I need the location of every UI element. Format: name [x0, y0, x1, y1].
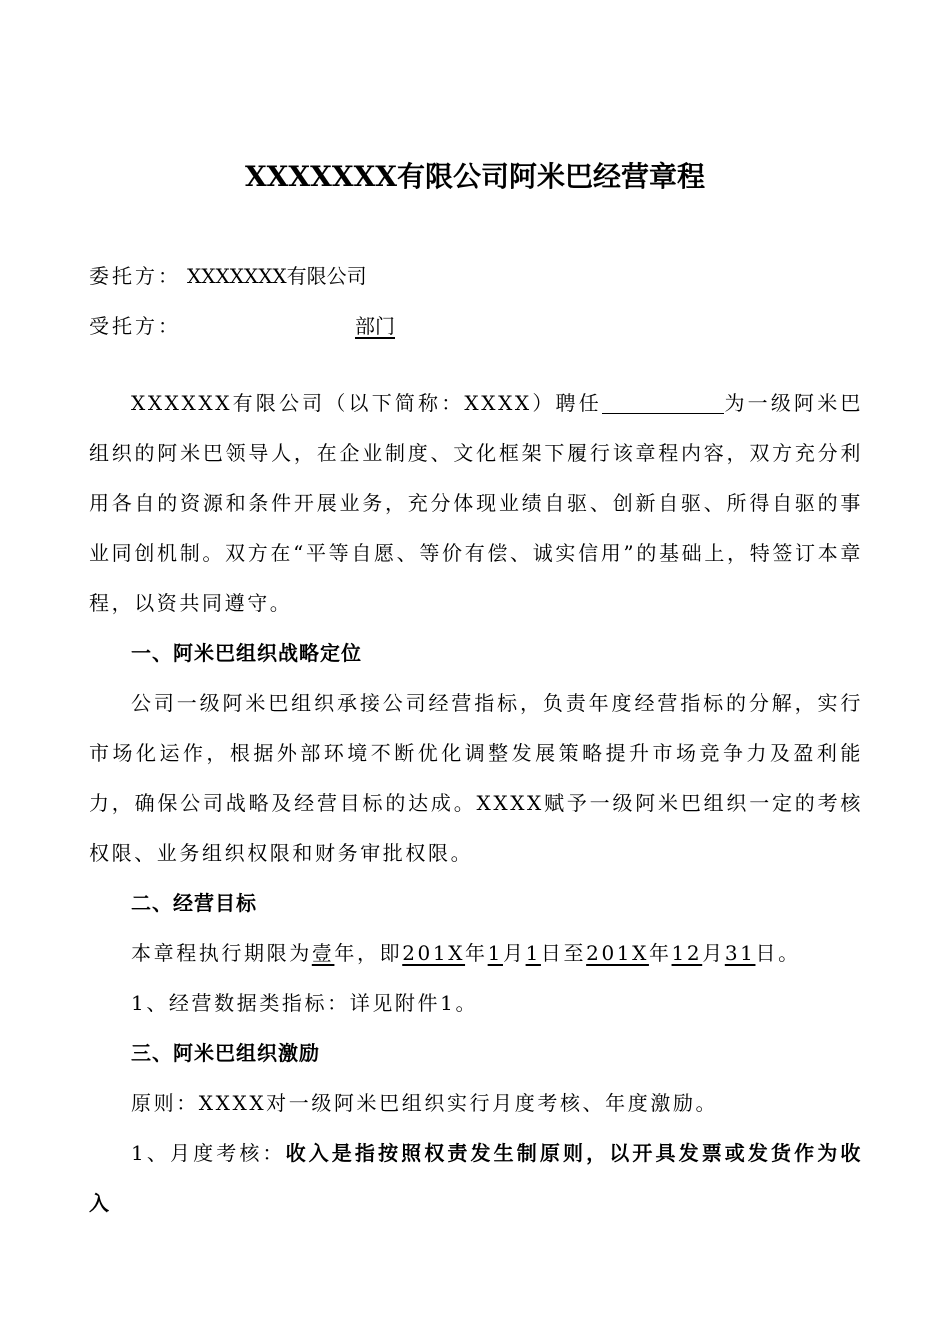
intro-paragraph — [89, 378, 863, 628]
section2-heading: 二、经营目标 — [131, 891, 257, 915]
agent-label: 受托方： — [89, 314, 181, 338]
term-text: 月 — [702, 941, 725, 965]
item1-label: 1、月度考核： — [131, 1141, 286, 1165]
term-text: 年，即 — [334, 941, 403, 965]
end-year: 201X — [586, 941, 649, 965]
section3-item1 — [89, 1128, 863, 1228]
section2-item1: 1、经营数据类指标：详见附件1。 — [131, 991, 479, 1015]
agent-line — [89, 311, 395, 341]
section1-heading: 一、阿米巴组织战略定位 — [131, 641, 362, 665]
start-day: 1 — [525, 941, 541, 965]
start-month: 1 — [487, 941, 503, 965]
end-day: 31 — [724, 941, 756, 965]
intro-part2: 为一级阿米巴组织的阿米巴领导人，在企业制度、文化框架下履行该章程内容，双方充分利用各自的资源和条件开展业务，充分体现业绩自驱、创新自驱、所得自驱的事业同创机制。双方在“平等自愿、等价有偿、诚实信用”的基础上，特签订本章程，以资共同遵守。 — [89, 391, 863, 615]
term-text: 日至 — [540, 941, 587, 965]
section3-principle: 原则：XXXX对一级阿米巴组织实行月度考核、年度激励。 — [131, 1091, 719, 1115]
agent-blank — [187, 315, 355, 337]
agent-value — [187, 314, 395, 338]
term-years: 壹 — [311, 941, 335, 965]
term-text: 日。 — [755, 941, 801, 965]
document-body — [89, 378, 863, 1228]
term-text: 年 — [465, 941, 488, 965]
item1-bold-text: 收入是指按照权责发生制原则，以开具发票或发货作为收入 — [89, 1141, 863, 1215]
principal-line — [89, 261, 367, 291]
agent-dept: 部门 — [355, 314, 395, 338]
intro-part1: XXXXXX有限公司（以下简称：XXXX）聘任 — [131, 391, 602, 415]
term-text: 本章程执行期限为 — [131, 941, 312, 965]
section1-text: 公司一级阿米巴组织承接公司经营指标，负责年度经营指标的分解，实行市场化运作，根据外部环境不断优化调整发展策略提升市场竞争力及盈利能力，确保公司战略及经营目标的达成。XXXX赋予一级阿米巴组织一定的考核权限、业务组织权限和财务审批权限。 — [89, 691, 863, 865]
end-month: 12 — [671, 941, 703, 965]
section2-term — [89, 928, 863, 978]
principal-label: 委托方： — [89, 264, 181, 288]
start-year: 201X — [402, 941, 466, 965]
section3-heading: 三、阿米巴组织激励 — [131, 1041, 320, 1065]
term-text: 月 — [502, 941, 526, 965]
appointee-blank — [602, 391, 724, 414]
document-title: XXXXXXX有限公司阿米巴经营章程 — [244, 160, 706, 193]
term-text: 年 — [648, 941, 672, 965]
principal-value: XXXXXXX有限公司 — [187, 264, 367, 288]
